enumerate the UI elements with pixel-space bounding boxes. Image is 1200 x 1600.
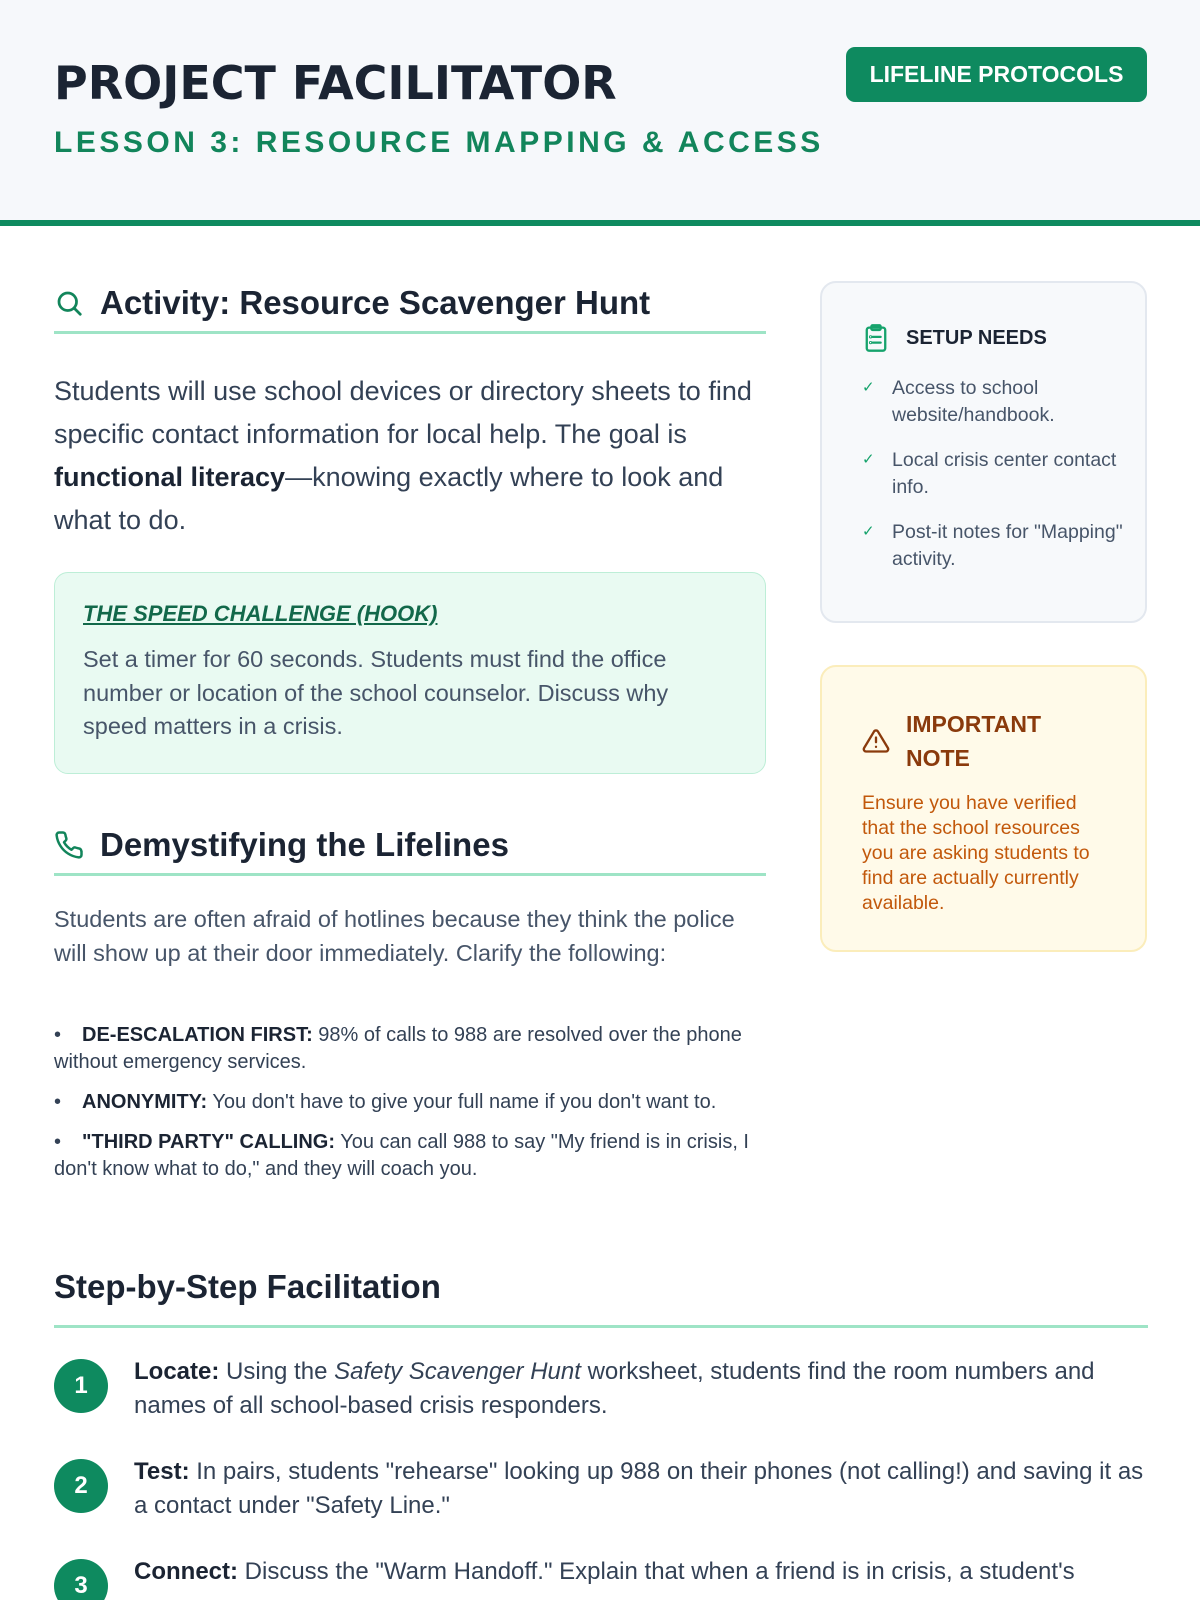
speed-challenge-callout [54,572,766,774]
activity-section-heading [54,274,766,334]
steps-heading: Step-by-Step Facilitation [54,1268,441,1305]
important-note-header [862,707,1111,775]
steps-section-heading [54,1262,1148,1328]
step-number-badge: 3 [54,1559,108,1600]
page-header [0,0,1200,226]
list-item [862,519,1145,572]
lifeline-protocols-badge: LIFELINE PROTOCOLS [846,47,1147,102]
step-number-badge: 1 [54,1359,108,1413]
list-item: • ANONYMITY: You don't have to give your full name if you don't want to. [54,1091,717,1113]
important-note-title: IMPORTANT NOTE [906,711,1042,771]
step-text-part: Discuss the "Warm Handoff." Explain that when a friend is in crisis, a student's [238,1558,1075,1585]
bullet-label: "THIRD PARTY" CALLING: [82,1131,336,1153]
step-label: Test: [134,1458,190,1485]
setup-needs-list [862,375,1145,572]
step-item [54,1455,1148,1523]
step-label: Connect: [134,1558,238,1585]
step-number-badge: 2 [54,1459,108,1513]
activity-heading: Activity: Resource Scavenger Hunt [100,283,651,321]
lifelines-section-heading [54,816,766,876]
lifelines-intro: Students are often afraid of hotlines because they think the police will show up at their door immediately. Clarify the following: [54,906,735,966]
list-item: • DE-ESCALATION FIRST: 98% of calls to 988 are resolved over the phone without emergency services. [54,1024,742,1073]
setup-item-text: Local crisis center contact info. [892,449,1117,498]
step-text-part: worksheet, students find the room numbers and names of all school-based crisis responders. [134,1358,1095,1419]
phone-icon [54,829,86,861]
lifelines-bullet-list [54,1022,766,1196]
search-icon [54,287,86,319]
hook-title: THE SPEED CHALLENGE (HOOK) [83,601,438,626]
step-text-part: Using the [219,1358,335,1385]
bullet-text: 98% of calls to 988 are resolved over the phone without emergency services. [54,1024,742,1073]
step-text [134,1555,1144,1600]
lead-text-1: Students will use school devices or directory sheets to find specific contact information for local help. The goal is [54,376,752,449]
step-item [54,1555,1148,1600]
setup-item-text: Post-it notes for "Mapping" activity. [892,521,1123,570]
step-text-part: In pairs, students "rehearse" looking up 988 on their phones (not calling!) and saving it as a contact under "Safety Line." [134,1458,1144,1519]
bullet-text: You don't have to give your full name if you don't want to. [207,1091,717,1113]
step-label: Locate: [134,1358,220,1385]
lifelines-heading: Demystifying the Lifelines [100,825,509,863]
check-icon: ✓ [862,379,875,396]
setup-needs-header [862,323,1145,353]
setup-item-text: Access to school website/handbook. [892,377,1055,426]
list-item [862,447,1145,500]
important-note-card [820,665,1147,952]
bullet-text: You can call 988 to say "My friend is in crisis, I don't know what to do," and they will coach you. [54,1131,749,1180]
bullet-label: DE-ESCALATION FIRST: [82,1024,313,1046]
list-item [862,375,1145,428]
important-note-text: Ensure you have verified that the school resources you are asking students to find are actually currently available. [862,792,1090,914]
bullet-label: ANONYMITY: [82,1091,208,1113]
check-icon: ✓ [862,523,875,540]
activity-lead-paragraph [54,370,766,542]
step-text [134,1455,1144,1523]
step-item [54,1355,1148,1423]
list-item: • "THIRD PARTY" CALLING: You can call 988 to say "My friend is in crisis, I don't know what to do," and they will coach you. [54,1131,749,1180]
lead-text-2: —knowing exactly where to look and what to do. [54,462,724,535]
lesson-subtitle: LESSON 3: RESOURCE MAPPING & ACCESS [54,126,824,159]
lead-bold-term: functional literacy [54,462,286,492]
page-title: PROJECT FACILITATOR [54,56,617,110]
clipboard-icon [862,323,892,353]
worksheet-title: Safety Scavenger Hunt [334,1358,581,1385]
hook-text: Set a timer for 60 seconds. Students must find the office number or location of the school counselor. Discuss why speed matters in a crisis. [83,646,669,739]
step-text [134,1355,1144,1423]
warning-icon [862,726,892,756]
setup-needs-title: SETUP NEEDS [906,326,1047,349]
check-icon: ✓ [862,451,875,468]
setup-needs-card [820,281,1147,623]
